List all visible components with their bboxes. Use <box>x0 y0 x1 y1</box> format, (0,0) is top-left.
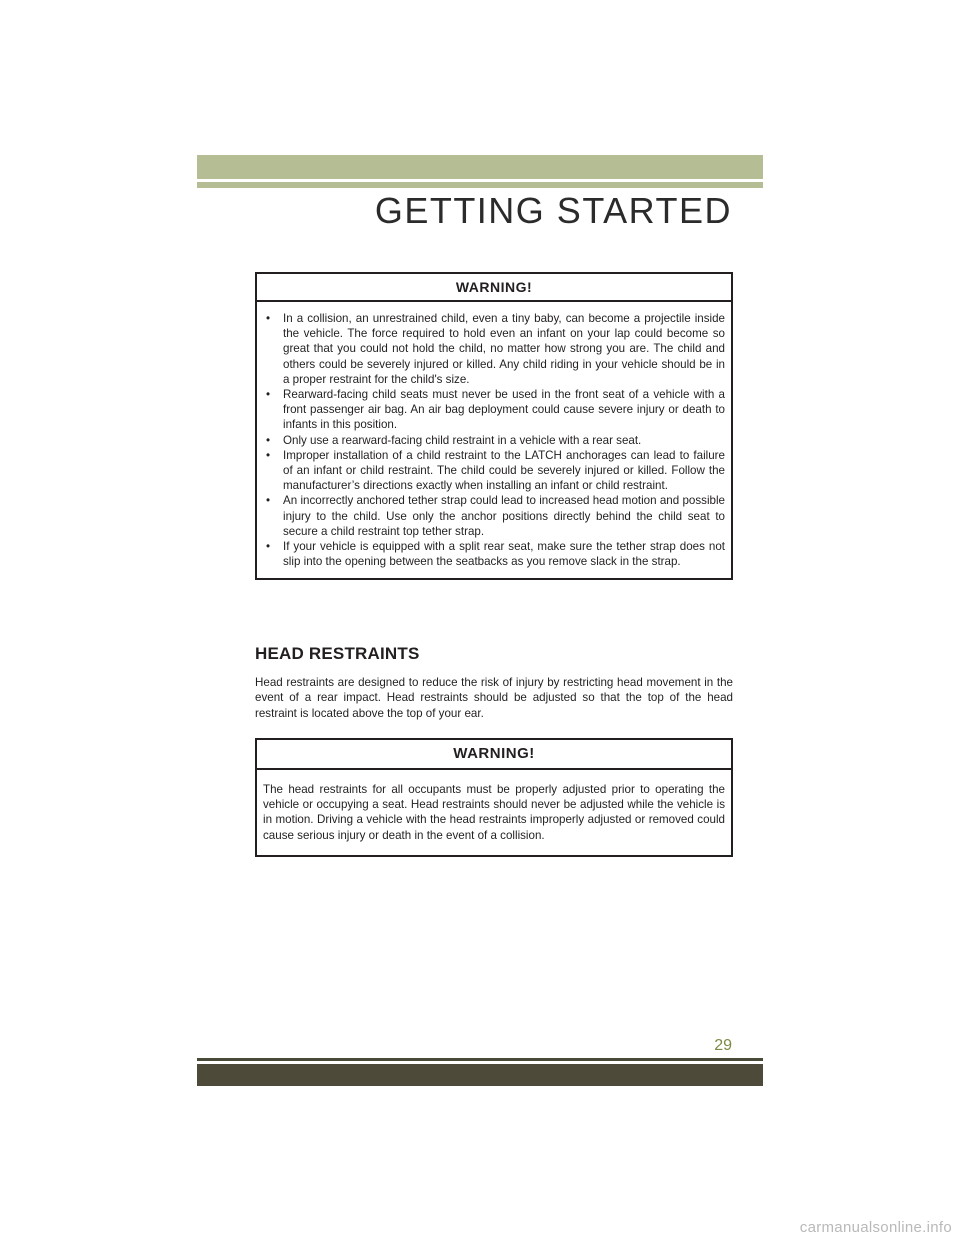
warning-item: • In a collision, an unrestrained child, even a tiny baby, can become a projectile inside the vehicle. The force required to hold even an infant on your lap could become so great that you could not hold the child, no matter how strong you are. The child and others could be severely injured or killed. Any child riding in your vehicle should be in a proper restraint for the child's size. <box>266 312 725 386</box>
warning-item: • An incorrectly anchored tether strap could lead to increased head motion and possible injury to the child. Use only the anchor positions directly behind the child seat to secure a child restraint top tether strap. <box>266 494 725 538</box>
warning-text: The head restraints for all occupants must be properly adjusted prior to operating the vehicle or occupying a seat. Head restraints should never be adjusted while the vehicle is in motion. Driving a vehicle with the head restraints improperly adjusted or removed could cause serious injury or death in the event of a collision. <box>263 783 725 842</box>
warning-item: • Only use a rearward-facing child restraint in a vehicle with a rear seat. <box>266 433 642 447</box>
head-restraint-warning-box <box>255 738 733 857</box>
bullet-icon: • <box>266 312 271 325</box>
warning-title: WARNING! <box>257 740 731 770</box>
header-accent-line <box>197 182 763 188</box>
watermark: carmanualsonline.info <box>799 1219 952 1236</box>
warning-item: • If your vehicle is equipped with a split rear seat, make sure the tether strap does not slip into the opening between the seatbacks as you remove slack in the strap. <box>266 540 725 569</box>
footer-line <box>197 1058 763 1061</box>
page-number: 29 <box>714 1037 732 1054</box>
warning-item: • Improper installation of a child restraint to the LATCH anchorages can lead to failure of an infant or child restraint. The child could be severely injured or killed. Follow the manufacturer’s directions exactly when installing an infant or child restraint. <box>266 448 725 493</box>
warning-list <box>257 302 731 578</box>
child-restraint-warning-box <box>255 272 733 580</box>
section-title: GETTING STARTED <box>374 190 732 231</box>
bullet-icon: • <box>266 433 271 447</box>
head-restraints-heading: HEAD RESTRAINTS <box>255 644 420 663</box>
bullet-icon: • <box>266 388 271 402</box>
warning-title: WARNING! <box>257 274 731 302</box>
bullet-icon: • <box>266 448 271 462</box>
warning-item: • Rearward-facing child seats must never be used in the front seat of a vehicle with a front passenger air bag. An air bag deployment could cause severe injury or death to infants in this position. <box>266 388 725 432</box>
bullet-icon: • <box>266 540 271 554</box>
head-restraints-paragraph: Head restraints are designed to reduce the risk of injury by restricting head movement in the event of a rear impact. Head restraints should be adjusted so that the top of the head restraint is located above the top of your ear. <box>255 676 733 720</box>
header-accent-bar <box>197 155 763 179</box>
bullet-icon: • <box>266 494 271 508</box>
footer-bar <box>197 1064 763 1086</box>
